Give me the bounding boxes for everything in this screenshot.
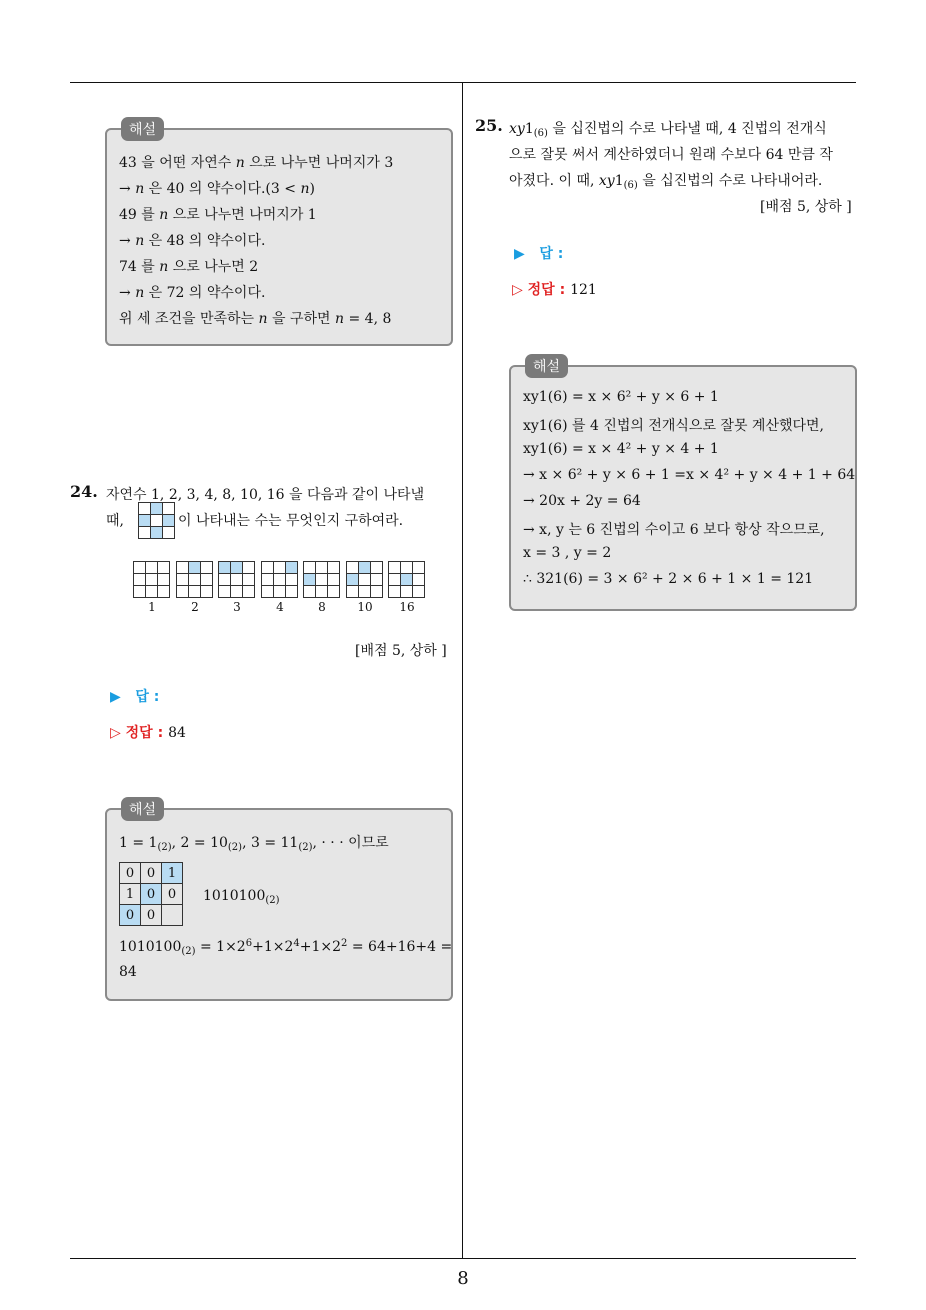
bottom-rule bbox=[70, 1258, 856, 1259]
question-grid-icon bbox=[138, 502, 175, 539]
question-text: 이 나타내는 수는 무엇인지 구하여라. bbox=[178, 513, 404, 529]
solution-line: 43 을 어떤 자연수 n 으로 나누면 나머지가 3 bbox=[119, 155, 394, 171]
grid-label: 3 bbox=[233, 600, 241, 614]
question-text: 자연수 1, 2, 3, 4, 8, 10, 16 을 다음과 같이 나타낼 bbox=[106, 487, 425, 503]
question-text: 아졌다. 이 때, $xy1_{(6)}$ 을 십진법의 수로 나타내어라. bbox=[509, 173, 823, 191]
solution-line: ∴ 321(6) = 3 × 6² + 2 × 6 + 1 × 1 = 121 bbox=[523, 571, 814, 587]
grid-label: 2 bbox=[191, 600, 199, 614]
solution-line: xy1(6) = x × 6² + y × 6 + 1 bbox=[523, 389, 719, 405]
binary-value: $1010100_{(2)}$ bbox=[203, 888, 280, 906]
correct-answer-row: ▷ 정답 : 84 bbox=[110, 725, 186, 741]
page-number: 8 bbox=[457, 1268, 469, 1289]
question-text: 으로 잘못 써서 계산하였더니 원래 수보다 64 만큼 작 bbox=[509, 147, 833, 163]
solution-line: xy1(6) = x × 4² + y × 4 + 1 bbox=[523, 441, 719, 457]
solution-line: 위 세 조건을 만족하는 n 을 구하면 n = 4, 8 bbox=[119, 311, 392, 327]
grid-10 bbox=[346, 561, 383, 598]
correct-answer-row: ▷ 정답 : 121 bbox=[512, 282, 597, 298]
grid-4 bbox=[261, 561, 298, 598]
solution-line: → n 은 48 의 약수이다. bbox=[119, 233, 266, 249]
solution-tag: 해설 bbox=[121, 797, 164, 821]
grid-1 bbox=[133, 561, 170, 598]
triangle-outline-icon: ▷ bbox=[110, 725, 121, 741]
question-text: 때, bbox=[106, 513, 124, 529]
solution-box-23 bbox=[105, 122, 453, 346]
play-icon: ▶ bbox=[110, 689, 121, 705]
solution-line: 84 bbox=[119, 964, 137, 980]
question-number: 24. bbox=[70, 482, 98, 501]
top-rule bbox=[70, 82, 856, 83]
answer-row: ▶ 답 : bbox=[110, 689, 160, 705]
solution-line: → 20x + 2y = 64 bbox=[523, 493, 641, 509]
solution-line: 49 를 n 으로 나누면 나머지가 1 bbox=[119, 207, 317, 223]
solution-line: x = 3 , y = 2 bbox=[523, 545, 612, 561]
grid-8 bbox=[303, 561, 340, 598]
grid-16 bbox=[388, 561, 425, 598]
triangle-outline-icon: ▷ bbox=[512, 282, 523, 298]
grid-label: 4 bbox=[276, 600, 284, 614]
solution-line: xy1(6) 를 4 진법의 전개식으로 잘못 계산했다면, bbox=[523, 418, 824, 434]
solution-line: → x × 6² + y × 6 + 1 =x × 4² + y × 4 + 1 + 64 bbox=[523, 467, 856, 483]
solution-line: 74 를 n 으로 나누면 2 bbox=[119, 259, 259, 275]
solution-tag: 해설 bbox=[121, 117, 164, 141]
solution-line: → x, y 는 6 진법의 수이고 6 보다 항상 작으므로, bbox=[523, 522, 825, 538]
grid-label: 10 bbox=[357, 600, 373, 614]
solution-tag: 해설 bbox=[525, 354, 568, 378]
solution-line: → n 은 40 의 약수이다.(3 < n) bbox=[119, 181, 315, 197]
answer-row: ▶ 답 : bbox=[514, 246, 564, 262]
binary-table: 0 0 1 1 0 0 0 0 bbox=[119, 862, 183, 926]
solution-line: $1 = 1_{(2)}$, $2 = 10_{(2)}$, $3 = 11_{(2)}$, · · · 이므로 bbox=[119, 835, 389, 853]
grid-label: 8 bbox=[318, 600, 326, 614]
column-divider bbox=[462, 82, 463, 1259]
solution-line: → n 은 72 의 약수이다. bbox=[119, 285, 266, 301]
grid-label: 1 bbox=[148, 600, 156, 614]
grid-3 bbox=[218, 561, 255, 598]
play-icon: ▶ bbox=[514, 246, 525, 262]
question-text: $xy1_{(6)}$ 을 십진법의 수로 나타낼 때, 4 진법의 전개식 bbox=[509, 121, 827, 139]
solution-box-24 bbox=[105, 802, 453, 1001]
question-meta: [배점 5, 상하 ] bbox=[355, 643, 447, 659]
solution-line: $1010100_{(2)} = 1\times 2^6+1\times 2^4+1\times 2^2 = 64+16+4$ = bbox=[119, 938, 453, 957]
question-meta: [배점 5, 상하 ] bbox=[760, 199, 852, 215]
solution-box-25 bbox=[509, 359, 857, 611]
grid-label: 16 bbox=[399, 600, 415, 614]
question-number: 25. bbox=[475, 116, 503, 135]
grid-2 bbox=[176, 561, 213, 598]
